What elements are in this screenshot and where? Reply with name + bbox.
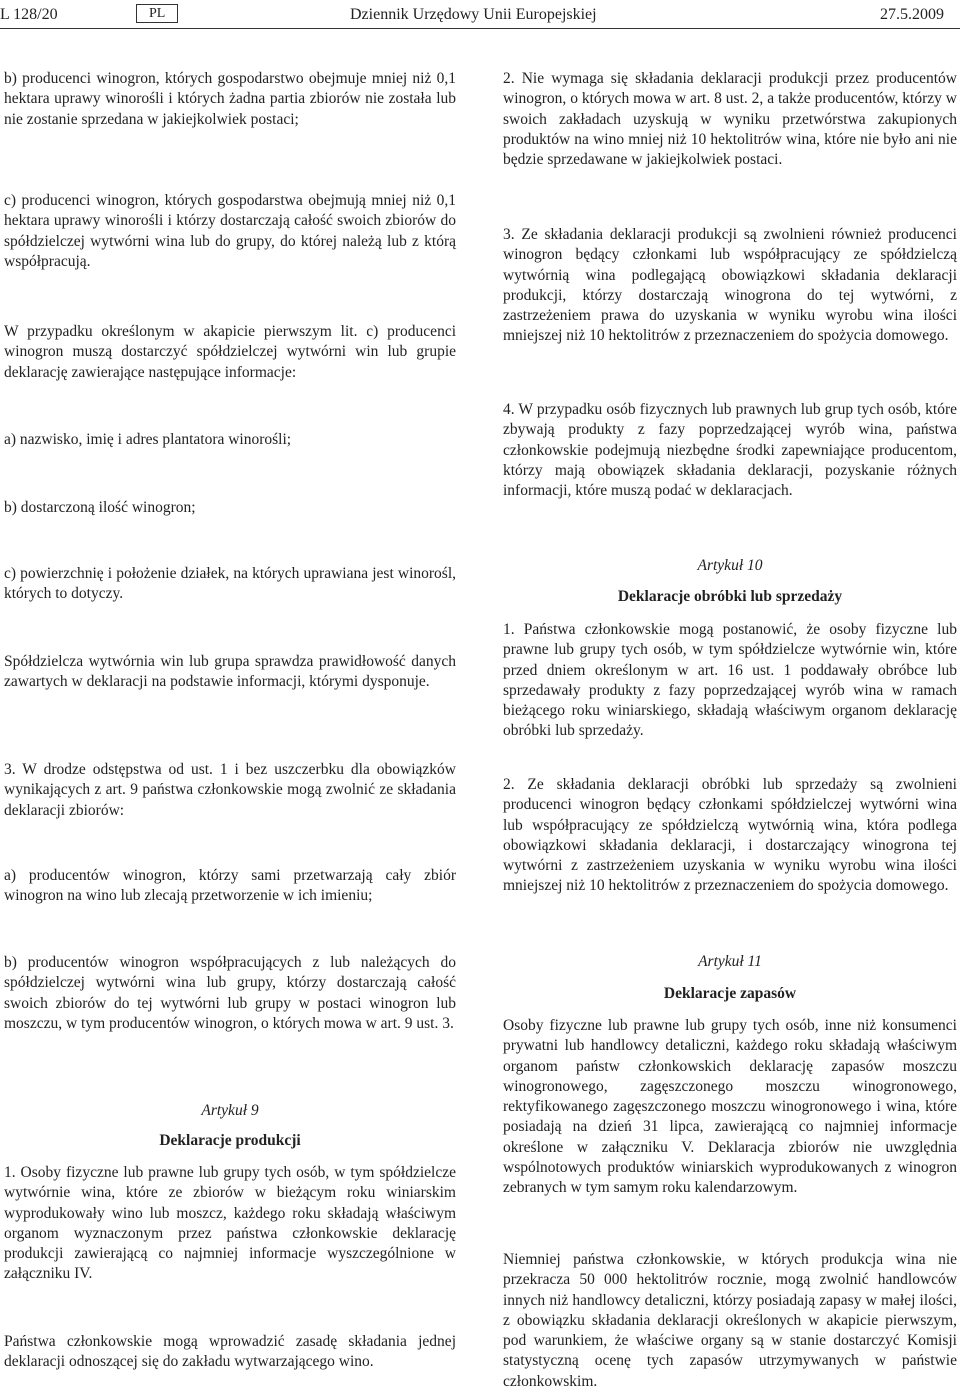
- article-title: Deklaracje produkcji: [159, 1132, 301, 1149]
- paragraph: a) nazwisko, imię i adres plantatora winorośli;: [4, 431, 292, 448]
- paragraph: Spółdzielcza wytwórnia win lub grupa sprawdza prawidłowość danych zawartych w deklaracji na podstawie informacji, którymi dysponuje.: [4, 653, 456, 691]
- article-label: Artykuł 11: [698, 953, 762, 970]
- paragraph: Osoby fizyczne lub prawne lub grupy tych osób, inne niż konsumenci prywatni lub handlowcy detaliczni, każdego roku składają właściwym organom państw członkowskich deklarację zapasów moszczu winogronowego, zagęszczonego moszczu winogronowego, rektyfikowanego zagęszczonego moszczu winogronowego i wina, które posiadają na dzień 31 lipca, zawierającą co najmniej informacje określone w załączniku V. Deklaracja zbiorów nie uwzględnia wspólnotowych produktów winiarskich wyprodukowanych z winogron zebranych w tym samym roku kalendarzowym.: [503, 1017, 957, 1197]
- paragraph: 3. Ze składania deklaracji produkcji są zwolnieni również producenci winogron będący członkami lub współpracujący ze spółdzielczą wytwórnią wina podlegającą obowiązkowi składania deklaracji produkcji, którzy dostarczają winogrona do tej wytwórni, z zastrzeżeniem prawa do uzyskania w wyniku wyrobu wina ilości mniejszej niż 10 hektolitrów z przeznaczeniem do spożycia domowego.: [503, 226, 957, 345]
- paragraph: 3. W drodze odstępstwa od ust. 1 i bez uszczerbku dla obowiązków wynikających z art. 9 państwa członkowskie mogą zwolnić ze składania deklaracji zbiorów:: [4, 761, 456, 819]
- journal-title: Dziennik Urzędowy Unii Europejskiej: [350, 6, 597, 23]
- paragraph: Niemniej państwa członkowskie, w których produkcja wina nie przekracza 50 000 hektolitrów rocznie, mogą zwolnić handlowców innych niż handlowcy detaliczni, którzy posiadają zapasy w małej ilości, z obowiązku składania deklaracji określonych w akapicie pierwszym, pod warunkiem, że właściwe organy są w stanie dostarczyć Komisji statystyczną ocenę tych zapasów utrzymywanych w państwie członkowskim.: [503, 1251, 957, 1390]
- paragraph: 2. Ze składania deklaracji obróbki lub sprzedaży są zwolnieni producenci winogron będący członkami spółdzielczej wytwórni wina lub współpracujący ze spółdzielczą wytwórnią wina, która podlega obowiązkowi składania deklaracji, i dostarczający winogrona tej wytwórni z zastrzeżeniem uzyskania w wyniku wyrobu wina ilości mniejszej niż 10 hektolitrów z przeznaczeniem do spożycia domowego.: [503, 776, 957, 895]
- paragraph: b) dostarczoną ilość winogron;: [4, 499, 196, 516]
- paragraph: c) producenci winogron, których gospodarstwa obejmują mniej niż 0,1 hektara uprawy winorośli i którzy dostarczają całość swoich zbiorów do spółdzielczej wytwórni wina lub do grupy, do której należą lub z którą współpracują.: [4, 192, 456, 270]
- paragraph: W przypadku określonym w akapicie pierwszym lit. c) producenci winogron muszą dostarczyć spółdzielczej wytwórni win lub grupie deklarację zawierające następujące informacje:: [4, 323, 456, 381]
- article-label: Artykuł 9: [201, 1102, 259, 1119]
- paragraph: 2. Nie wymaga się składania deklaracji produkcji przez producentów winogron, o których mowa w art. 8 ust. 2, a także producentów, którzy w swoich zakładach uzyskują w wyniku przetwórstwa zakupionych produktów na wino mniej niż 10 hektolitrów wina, które nie było ani nie będzie sprzedawane w jakiejkolwiek postaci.: [503, 70, 957, 169]
- paragraph: 1. Osoby fizyczne lub prawne lub grupy tych osób, w tym spółdzielcze wytwórnie wina, które ze zbiorów w bieżącym roku winiarskim wyprodukowały wino lub moszcz, każdego roku składają właściwym organom wyznaczonym przez państwa członkowskie deklarację produkcji zawierającą co najmniej informacje wyszczególnione w załączniku IV.: [4, 1164, 456, 1283]
- paragraph: a) producentów winogron, którzy sami przetwarzają cały zbiór winogron na wino lub zlecają przetworzenie w ich imieniu;: [4, 867, 456, 905]
- paragraph: Państwa członkowskie mogą wprowadzić zasadę składania jednej deklaracji odnoszącej się do zakładu wytwarzającego wino.: [4, 1333, 456, 1371]
- article-label: Artykuł 10: [697, 557, 763, 574]
- language-badge: PL: [136, 4, 178, 23]
- paragraph: b) producentów winogron współpracujących z lub należących do spółdzielczej wytwórni wina lub grupy, którzy dostarczają całość swoich zbiorów do tej wytwórni lub grupy w postaci winogron lub moszczu, w tym producentów winogron, o których mowa w art. 9 ust. 3.: [4, 954, 456, 1032]
- article-title: Deklaracje zapasów: [663, 985, 797, 1002]
- header-rule: [0, 28, 960, 29]
- article-title: Deklaracje obróbki lub sprzedaży: [617, 588, 843, 605]
- page-number: L 128/20: [0, 6, 58, 23]
- paragraph: 1. Państwa członkowskie mogą postanowić, że osoby fizyczne lub prawne lub grupy tych osób, w tym spółdzielcze wytwórnie win, które przed dniem określonym w art. 16 ust. 1 poddawały obróbce lub sprzedawały produkty z fazy poprzedzającej wyrób wina w ramach bieżącego roku winiarskiego, składają właściwym organom deklarację obróbki lub sprzedaży.: [503, 621, 957, 740]
- paragraph: 4. W przypadku osób fizycznych lub prawnych lub grup tych osób, które zbywają produkty z fazy poprzedzającej wyrób wina, państwa członkowskie podejmują niezbędne środki zapewniające producentom, którzy mają obowiązek składania deklaracji, pozyskanie różnych informacji, które muszą podać w deklaracjach.: [503, 401, 957, 500]
- paragraph: b) producenci winogron, których gospodarstwo obejmuje mniej niż 0,1 hektara uprawy winorośli i których żadna partia zbiorów nie została lub nie zostanie sprzedana w jakiejkolwiek postaci;: [4, 70, 456, 128]
- publication-date: 27.5.2009: [880, 6, 944, 23]
- page-header: [0, 0, 960, 26]
- paragraph: c) powierzchnię i położenie działek, na których uprawiana jest winorośl, których to dotyczy.: [4, 565, 456, 603]
